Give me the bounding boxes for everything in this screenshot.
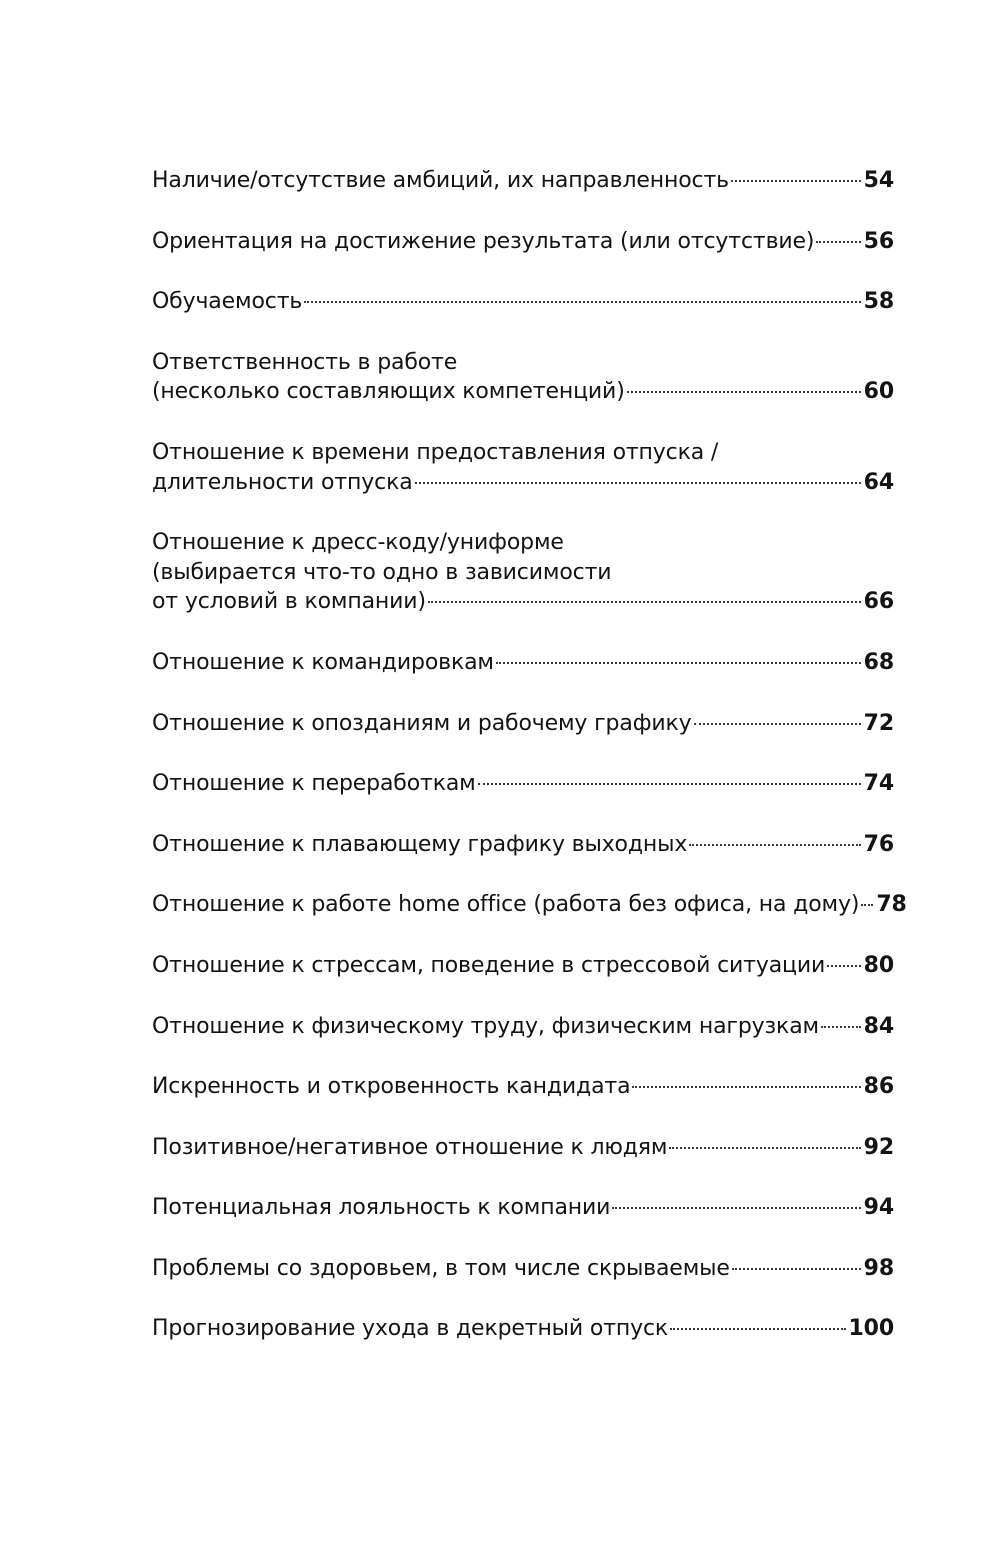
toc-entry-last-line <box>152 468 894 498</box>
toc-entry-title-line: Потенциальная лояльность к компании <box>152 1195 611 1221</box>
dot-leader <box>496 662 861 664</box>
dot-leader <box>478 783 861 785</box>
toc-page-number: 60 <box>863 379 894 405</box>
toc-entry <box>152 1193 894 1223</box>
toc-entry <box>152 528 894 617</box>
toc-entry-last-line <box>152 830 894 860</box>
dot-leader <box>612 1207 860 1209</box>
dot-leader <box>670 1328 845 1330</box>
toc-entry <box>152 890 907 920</box>
dot-leader <box>415 482 861 484</box>
toc-entry <box>152 648 894 678</box>
toc-page-number: 72 <box>863 710 894 736</box>
toc-entry-last-line <box>152 1193 894 1223</box>
table-of-contents <box>152 166 907 1375</box>
toc-entry-title-line: Отношение к физическому труду, физическим нагрузкам <box>152 1013 819 1039</box>
toc-page-number: 92 <box>863 1134 894 1160</box>
toc-entry-title-line: Ориентация на достижение результата (или отсутствие) <box>152 228 815 254</box>
toc-entry-title-line: Отношение к стрессам, поведение в стрессовой ситуации <box>152 952 826 978</box>
toc-entry-title-line: Прогнозирование ухода в декретный отпуск <box>152 1316 669 1342</box>
toc-entry-last-line <box>152 1254 894 1284</box>
toc-entry-title-line: Отношение к командировкам <box>152 649 494 675</box>
toc-entry <box>152 1133 894 1163</box>
dot-leader <box>669 1147 860 1149</box>
toc-entry-last-line <box>152 287 894 317</box>
toc-entry-title-line: Искренность и откровенность кандидата <box>152 1074 631 1100</box>
dot-leader <box>821 1026 861 1028</box>
toc-page-number: 98 <box>863 1255 894 1281</box>
toc-page-number: 58 <box>863 289 894 315</box>
toc-entry-last-line <box>152 648 894 678</box>
toc-entry-last-line <box>152 769 894 799</box>
toc-entry-last-line <box>152 890 907 920</box>
toc-page-number: 66 <box>863 589 894 615</box>
toc-entry-title-line: Отношение к работе home office (работа без офиса, на дому) <box>152 892 860 918</box>
toc-entry <box>152 1072 894 1102</box>
toc-page-number: 54 <box>863 168 894 193</box>
dot-leader <box>304 301 860 303</box>
toc-entry-last-line <box>152 951 894 981</box>
toc-entry <box>152 1314 894 1344</box>
toc-entry-last-line <box>152 1133 894 1163</box>
toc-page-number: 84 <box>863 1013 894 1039</box>
toc-entry-title-line: Наличие/отсутствие амбиций, их направленность <box>152 168 729 193</box>
toc-entry-title-line: от условий в компании) <box>152 589 426 615</box>
toc-entry-title-line: Ответственность в работе <box>152 349 458 375</box>
toc-entry-title-line: Позитивное/негативное отношение к людям <box>152 1134 668 1160</box>
toc-entry <box>152 1254 894 1284</box>
dot-leader <box>861 904 873 906</box>
dot-leader <box>632 1086 860 1088</box>
toc-entry-title-line: (несколько составляющих компетенций) <box>152 379 625 405</box>
toc-entry-title-line: (выбирается что-то одно в зависимости <box>152 559 612 585</box>
toc-entry <box>152 227 894 257</box>
toc-entry <box>152 166 894 196</box>
dot-leader <box>731 180 861 182</box>
toc-entry <box>152 709 894 739</box>
toc-entry-last-line <box>152 1072 894 1102</box>
toc-entry-title-line: Отношение к переработкам <box>152 771 476 797</box>
dot-leader <box>816 241 860 243</box>
toc-entry-title-line: Отношение к дресс-коду/униформе <box>152 530 564 556</box>
toc-entry-title-line: Отношение к опозданиям и рабочему графику <box>152 710 692 736</box>
dot-leader <box>694 723 861 725</box>
dot-leader <box>827 965 861 967</box>
toc-page-number: 74 <box>863 771 894 797</box>
toc-entry-last-line <box>152 1314 894 1344</box>
toc-page-number: 94 <box>863 1195 894 1221</box>
toc-page-number: 56 <box>863 228 894 254</box>
toc-page-number: 76 <box>863 831 894 857</box>
toc-page-number: 68 <box>863 649 894 675</box>
toc-entry-title-line: Отношение к времени предоставления отпуска / <box>152 439 719 465</box>
toc-page-number: 86 <box>863 1074 894 1100</box>
toc-entry <box>152 438 894 497</box>
toc-entry-last-line <box>152 377 894 407</box>
toc-entry-title-line: Обучаемость <box>152 289 303 315</box>
dot-leader <box>732 1268 861 1270</box>
toc-page-number: 100 <box>848 1316 894 1342</box>
toc-entry <box>152 287 894 317</box>
toc-entry <box>152 769 894 799</box>
toc-page-number: 80 <box>863 952 894 978</box>
toc-entry <box>152 1012 894 1042</box>
toc-entry-last-line <box>152 227 894 257</box>
toc-entry-last-line <box>152 587 894 617</box>
toc-entry-last-line <box>152 166 894 196</box>
toc-entry-title-line: Проблемы со здоровьем, в том числе скрываемые <box>152 1255 730 1281</box>
toc-entry <box>152 348 894 407</box>
toc-entry-last-line <box>152 1012 894 1042</box>
toc-entry-title-line: длительности отпуска <box>152 469 413 495</box>
toc-entry-title-line: Отношение к плавающему графику выходных <box>152 831 688 857</box>
toc-page-number: 78 <box>876 892 907 918</box>
dot-leader <box>428 601 861 603</box>
toc-entry <box>152 951 894 981</box>
toc-page-number: 64 <box>863 469 894 495</box>
toc-entry <box>152 830 894 860</box>
dot-leader <box>627 391 861 393</box>
toc-entry-last-line <box>152 709 894 739</box>
dot-leader <box>689 844 860 846</box>
